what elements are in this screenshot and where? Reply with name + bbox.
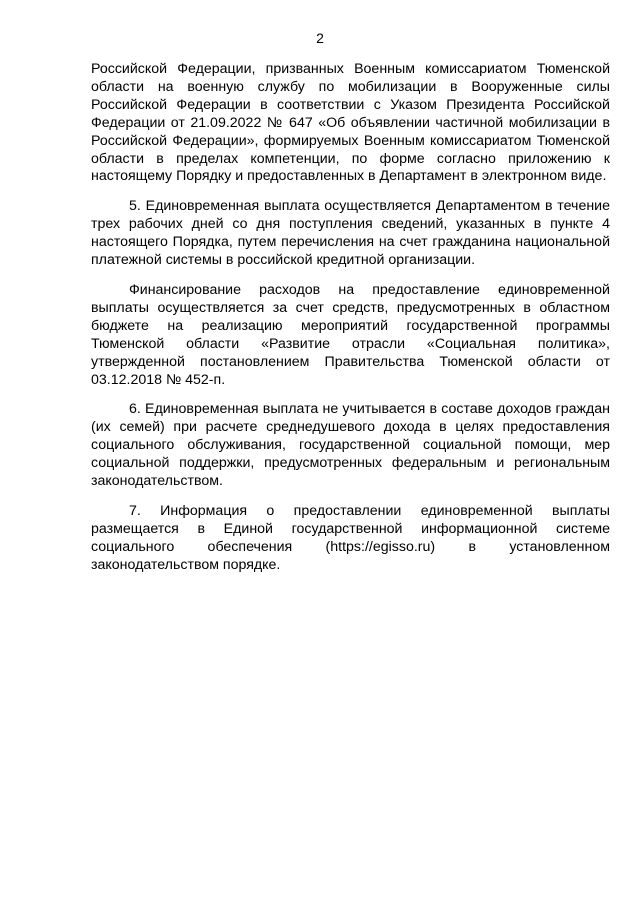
page-number: 2: [316, 30, 324, 46]
document-body: [91, 61, 610, 587]
paragraph-item-7: 7. Информация о предоставлении единовременной выплаты размещается в Единой государственной информационной системе социального обеспечения (https://egisso.ru) в установленном законодательством порядке.: [91, 502, 610, 573]
paragraph-financing: Финансирование расходов на предоставление единовременной выплаты осуществляется за счет средств, предусмотренных в областном бюджете на реализацию мероприятий государственной программы Тюменской области «Развитие отрасли «Социальная политика», утвержденной постановлением Правительства Тюменской области от 03.12.2018 № 452-п.: [91, 281, 610, 388]
paragraph-item-5: 5. Единовременная выплата осуществляется Департаментом в течение трех рабочих дней со дня поступления сведений, указанных в пункте 4 настоящего Порядка, путем перечисления на счет гражданина национальной платежной системы в российской кредитной организации.: [91, 198, 610, 269]
paragraph-continuation: Российской Федерации, призванных Военным комиссариатом Тюменской области на военную службу по мобилизации в Вооруженные силы Российской Федерации в соответствии с Указом Президента Российской Федерации от 21.09.2022 № 647 «Об объявлении частичной мобилизации в Российской Федерации», формируемых Военным комиссариатом Тюменской области в пределах компетенции, по форме согласно приложению к настоящему Порядку и предоставленных в Департамент в электронном виде.: [91, 61, 610, 185]
paragraph-item-6: 6. Единовременная выплата не учитывается в составе доходов граждан (их семей) при расчете среднедушевого дохода в целях предоставления социального обслуживания, государственной социальной помощи, мер социальной поддержки, предусмотренных федеральным и региональным законодательством.: [91, 401, 610, 490]
